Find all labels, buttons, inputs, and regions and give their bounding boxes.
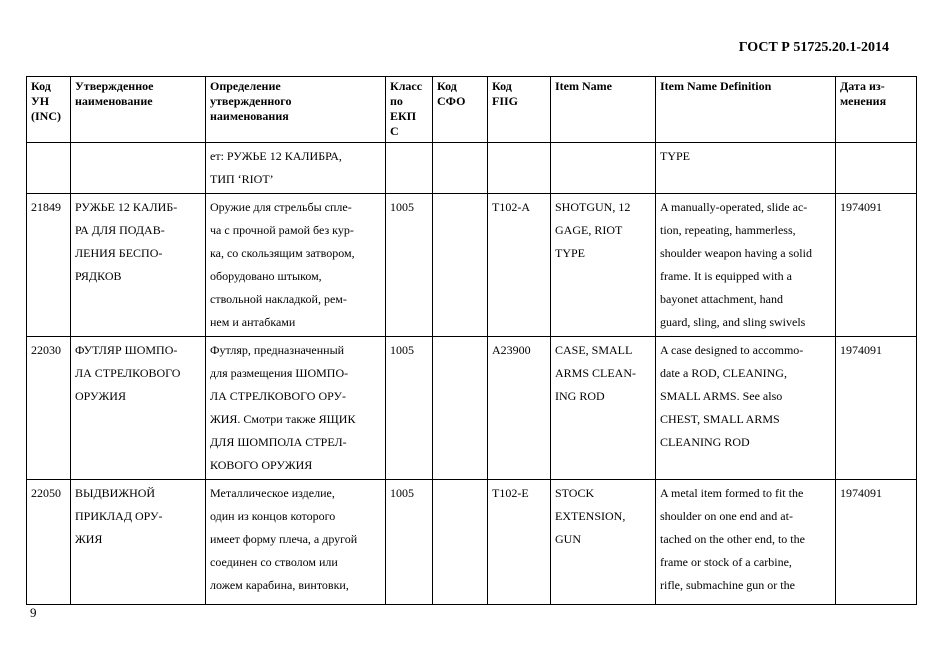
cell-line: 1005 [390,343,414,357]
cell-fiig [488,143,551,194]
cell-line: РУЖЬЕ 12 КАЛИБ- [75,200,178,214]
table-header [27,77,917,143]
cell-line: ет: РУЖЬЕ 12 КАЛИБРА, [210,149,342,163]
column-header-line: Код [492,79,512,93]
cell-line: ка, со скользящим затвором, [210,246,355,260]
table-row [27,194,917,337]
cell-line: ОРУЖИЯ [75,389,126,403]
cell-line: Оружие для стрельбы спле- [210,200,352,214]
cell-line: имеет форму плеча, а другой [210,532,358,546]
cell-line: один из концов которого [210,509,336,523]
cell-line: frame. It is equipped with a [660,269,792,283]
cell-inc [27,480,71,605]
cell-line: соединен со стволом или [210,555,338,569]
cell-line: tion, repeating, hammerless, [660,223,796,237]
column-header-line: Код [31,79,51,93]
cell-line: STOCK [555,486,595,500]
cell-line: Металлическое изделие, [210,486,335,500]
table-body [27,143,917,605]
column-header-line: утвержденного [210,94,292,108]
page-number: 9 [30,605,37,620]
cell-line: для размещения ШОМПО- [210,366,349,380]
cell-line: 1974091 [840,486,882,500]
column-header-line: Дата из- [840,79,885,93]
column-header [551,77,656,143]
cell-line: ча с прочной рамой без кур- [210,223,354,237]
cell-fiig [488,337,551,480]
cell-item-def [656,337,836,480]
cell-line: ВЫДВИЖНОЙ [75,486,156,500]
column-header [71,77,206,143]
column-header [488,77,551,143]
column-header-line: Код [437,79,457,93]
column-header-line: наименования [210,109,289,123]
cell-sfo [433,194,488,337]
cell-inc [27,337,71,480]
cell-line: ДЛЯ ШОМПОЛА СТРЕЛ- [210,435,347,449]
cell-item-def [656,480,836,605]
column-header [206,77,386,143]
column-header-line: Определение [210,79,281,93]
cell-item-name [551,480,656,605]
cell-line: нем и антабками [210,315,296,329]
cell-name [71,337,206,480]
cell-line: ложем карабина, винтовки, [210,578,349,592]
column-header-line: Утвержденное [75,79,154,93]
column-header-line: (INC) [31,109,61,123]
cell-line: GAGE, RIOT [555,223,623,237]
cell-line: КОВОГО ОРУЖИЯ [210,458,313,472]
cell-line: shoulder weapon having a solid [660,246,812,260]
cell-line: ФУТЛЯР ШОМПО- [75,343,178,357]
cell-line: Футляр, предназначенный [210,343,345,357]
cell-line: T102-E [492,486,529,500]
cell-item-name [551,143,656,194]
cell-sfo [433,480,488,605]
column-header-line: СФО [437,94,466,108]
cell-inc [27,143,71,194]
column-header [836,77,917,143]
cell-line: 1974091 [840,343,882,357]
cell-line: ПРИКЛАД ОРУ- [75,509,163,523]
cell-line: A metal item formed to fit the [660,486,804,500]
cell-item-def [656,143,836,194]
cell-line: A manually-operated, slide ac- [660,200,808,214]
cell-line: 21849 [31,200,61,214]
cell-line: ствольной накладкой, рем- [210,292,347,306]
cell-name [71,143,206,194]
column-header-line: наименование [75,94,153,108]
cell-line: A case designed to accommo- [660,343,804,357]
cell-line: 22030 [31,343,61,357]
cell-line: CHEST, SMALL ARMS [660,412,780,426]
table-row [27,480,917,605]
column-header-line: Item Name [555,79,612,93]
table-row [27,337,917,480]
cell-fiig [488,480,551,605]
cell-line: ЖИЯ [75,532,103,546]
cell-line: date a ROD, CLEANING, [660,366,787,380]
cell-line: ЖИЯ. Смотри также ЯЩИК [210,412,356,426]
cell-line: SMALL ARMS. See also [660,389,783,403]
cell-line: 1005 [390,486,414,500]
cell-line: tached on the other end, to the [660,532,805,546]
cell-line: frame or stock of a carbine, [660,555,792,569]
document-code: ГОСТ Р 51725.20.1-2014 [738,40,889,55]
cell-line: T102-A [492,200,530,214]
cell-fiig [488,194,551,337]
cell-line: EXTENSION, [555,509,626,523]
column-header [27,77,71,143]
cell-line: shoulder on one end and at- [660,509,793,523]
column-header-line: Класс [390,79,423,93]
cell-line: ЛА СТРЕЛКОВОГО ОРУ- [210,389,347,403]
cell-line: bayonet attachment, hand [660,292,783,306]
cell-sfo [433,337,488,480]
cell-class [386,480,433,605]
cell-date [836,143,917,194]
cell-class [386,337,433,480]
cell-class [386,143,433,194]
cell-line: РА ДЛЯ ПОДАВ- [75,223,165,237]
cell-line: ЛЕНИЯ БЕСПО- [75,246,163,260]
column-header-line: УН [31,94,50,108]
column-header-line: ЕКП [390,109,417,123]
cell-line: rifle, submachine gun or the [660,578,795,592]
cell-line: ТИП ‘RIOT’ [210,172,274,186]
cell-date [836,337,917,480]
cell-definition [206,194,386,337]
cell-sfo [433,143,488,194]
cell-line: TYPE [660,149,690,163]
cell-line: CLEANING ROD [660,435,750,449]
column-header [433,77,488,143]
column-header-line: менения [840,94,887,108]
cell-date [836,194,917,337]
cell-item-name [551,337,656,480]
cell-name [71,480,206,605]
cell-line: РЯДКОВ [75,269,122,283]
cell-name [71,194,206,337]
cell-line: ING ROD [555,389,605,403]
catalog-table [26,76,917,605]
column-header [386,77,433,143]
column-header-line: по [390,94,403,108]
cell-date [836,480,917,605]
cell-line: ARMS CLEAN- [555,366,637,380]
cell-item-name [551,194,656,337]
header-row [27,77,917,143]
cell-line: 1974091 [840,200,882,214]
cell-line: ЛА СТРЕЛКОВОГО [75,366,181,380]
cell-line: оборудовано штыком, [210,269,322,283]
cell-line: CASE, SMALL [555,343,633,357]
cell-inc [27,194,71,337]
cell-line: 1005 [390,200,414,214]
cell-line: A23900 [492,343,531,357]
cell-line: GUN [555,532,581,546]
column-header [656,77,836,143]
column-header-line: FIIG [492,94,519,108]
cell-line: TYPE [555,246,585,260]
cell-class [386,194,433,337]
column-header-line: Item Name Definition [660,79,772,93]
cell-item-def [656,194,836,337]
cell-definition [206,143,386,194]
cell-definition [206,480,386,605]
cell-line: 22050 [31,486,61,500]
table-row [27,143,917,194]
cell-line: guard, sling, and sling swivels [660,315,806,329]
column-header-line: С [390,124,399,138]
cell-definition [206,337,386,480]
cell-line: SHOTGUN, 12 [555,200,631,214]
